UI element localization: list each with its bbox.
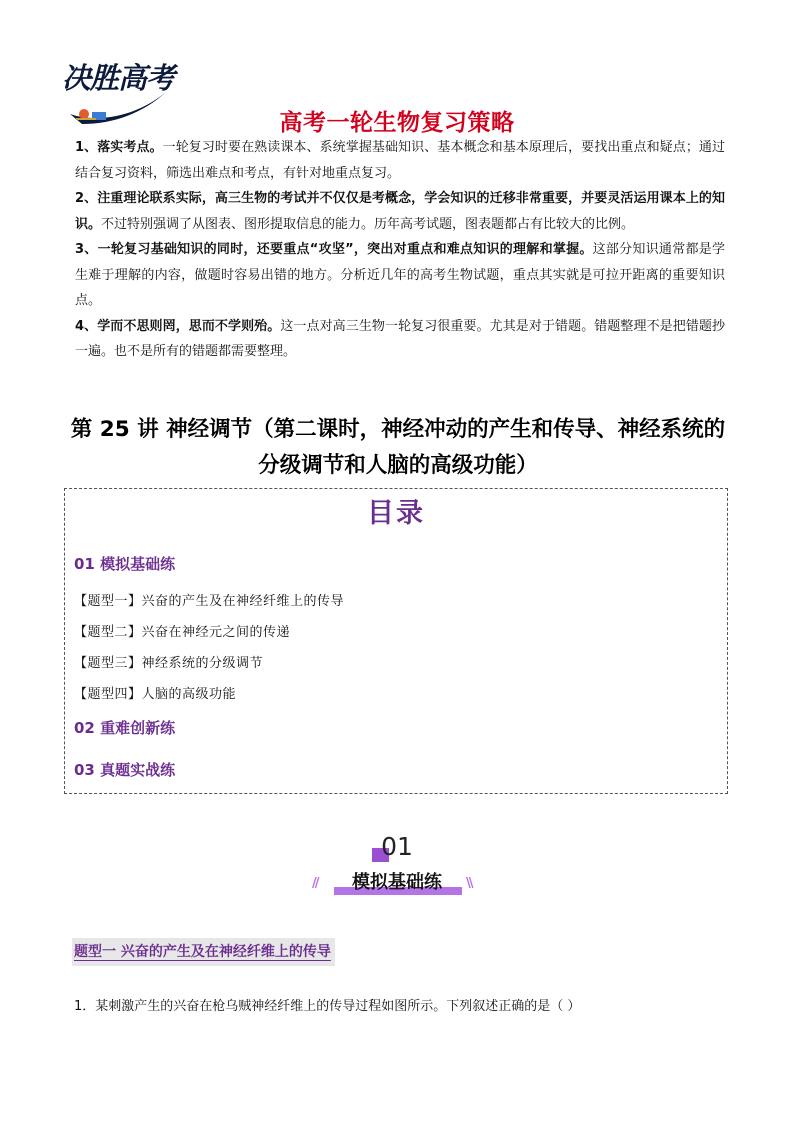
strategy-item	[75, 314, 725, 365]
toc-item-4[interactable]: 【题型四】人脑的高级功能	[74, 687, 237, 702]
toc-section-02[interactable]: 02 重难创新练	[74, 719, 176, 737]
toc-item-3[interactable]: 【题型三】神经系统的分级调节	[74, 656, 264, 671]
strategy-body: 不过特别强调了从图表、图形提取信息的能力。历年高考试题，图表题都占有比较大的比例。	[101, 216, 635, 232]
toc-item-1[interactable]: 【题型一】兴奋的产生及在神经纤维上的传导	[74, 594, 345, 609]
toc-section-01[interactable]: 01 模拟基础练	[74, 555, 176, 573]
table-of-contents	[64, 488, 728, 794]
strategy-list	[75, 135, 725, 365]
left-slash-mark: //	[312, 876, 318, 891]
strategy-body: 这一点对高三生物一轮复习很重要。尤其是对于错题。错题整理不是把错题抄一遍。也不是所有的错题都需要整理。	[75, 318, 725, 359]
toc-item-2[interactable]: 【题型二】兴奋在神经元之间的传递	[74, 625, 291, 640]
strategy-body: 一轮复习时要在熟读课本、系统掌握基础知识、基本概念和基本原理后，要找出重点和疑点；通过结合复习资料，筛选出难点和考点，有针对地重点复习。	[75, 140, 725, 181]
strategy-body: 这部分知识通常都是学生难于理解的内容，做题时容易出错的地方。分析近几年的高考生物试题，重点其实就是可拉开距离的重要知识点。	[75, 242, 725, 308]
section-label: 模拟基础练	[352, 872, 442, 893]
toc-title: 目录	[367, 498, 425, 529]
topic-heading: 题型一 兴奋的产生及在神经纤维上的传导	[72, 938, 335, 966]
section-badge	[0, 832, 794, 902]
strategy-lead: 2、注重理论联系实际，高三生物的考试并不仅仅是考概念，学会知识的迁移非常重要，并要灵活运用课本上的知识。	[75, 191, 725, 232]
lecture-title: 第 25 讲 神经调节（第二课时，神经冲动的产生和传导、神经系统的分级调节和人脑的高级功能）	[70, 417, 726, 478]
toc-section-03[interactable]: 03 真题实战练	[74, 761, 176, 779]
strategy-lead: 3、一轮复习基础知识的同时，还要重点“攻坚”，突出对重点和难点知识的理解和掌握。	[75, 242, 593, 257]
strategy-item	[75, 186, 725, 237]
strategy-lead: 1、落实考点。	[75, 140, 163, 155]
strategy-item	[75, 135, 725, 186]
strategy-lead: 4、学而不思则罔，思而不学则殆。	[75, 318, 281, 334]
question-text: 1．某刺激产生的兴奋在枪乌贼神经纤维上的传导过程如图所示。下列叙述正确的是（ ）	[74, 999, 581, 1014]
main-title: 高考一轮生物复习策略	[279, 110, 515, 136]
logo-text: 决胜高考	[62, 61, 175, 95]
right-slash-mark: \\	[466, 876, 472, 891]
strategy-item	[75, 237, 725, 314]
section-number: 01	[381, 832, 413, 861]
